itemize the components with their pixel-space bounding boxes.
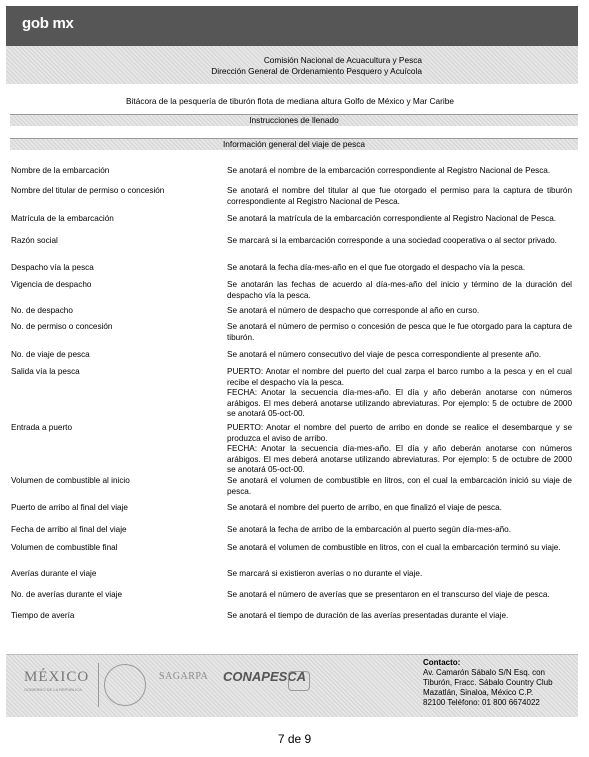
contact-line: Av. Camarón Sábalo S/N Esq. con <box>423 668 545 677</box>
row-label: Fecha de arribo al final del viaje <box>11 525 127 534</box>
row-label: Nombre del titular de permiso o concesión <box>11 186 165 195</box>
row-label: Puerto de arribo al final del viaje <box>11 503 128 512</box>
row-description: Se anotará la matrícula de la embarcación correspondiente al Registro Nacional de Pesca. <box>227 214 557 223</box>
row-label: Vigencia de despacho <box>11 280 92 289</box>
section-instrucciones: Instrucciones de llenado <box>10 114 578 126</box>
row-description: Se anotará el volumen de combustible en litros, con el cual la embarcación inició su viaje de pesca. <box>227 476 572 496</box>
row-description: Se anotará el número de despacho que corresponde al año en curso. <box>227 306 480 315</box>
page-number: 7 de 9 <box>277 732 312 746</box>
row-label: Entrada a puerto <box>11 423 72 432</box>
row-description: PUERTO: Anotar el nombre del puerto del cual zarpa el barco rumbo a la pesca y en el cual recibe el despacho vía la pesca. FECHA: Anotar la secuencia día-mes-año. El día y año deberán anotarse con números arábigos. El mes deberá anotarse utilizando abreviaturas. Por ejemplo: 5 de octubre de 2000 se anotará 05-oct-00. <box>227 367 572 418</box>
row-label: No. de despacho <box>11 306 73 315</box>
row-label: Matrícula de la embarcación <box>11 214 114 223</box>
top-bar <box>6 6 578 46</box>
contact-line: Mazatlán, Sinaloa, México C.P. <box>423 688 534 697</box>
row-description: Se anotarán las fechas de acuerdo al día-mes-año del inicio y término de la duración del despacho vía la pesca. <box>227 280 572 300</box>
conapesca-logo: CONAPESCA <box>223 669 307 684</box>
footer <box>6 654 578 717</box>
section-info-general: Información general del viaje de pesca <box>10 138 578 150</box>
row-description: Se anotará la fecha de arribo de la embarcación al puerto según día-mes-año. <box>227 525 512 534</box>
sagarpa-logo: SAGARPA <box>159 671 209 682</box>
institution-header <box>6 46 578 84</box>
row-label: No. de viaje de pesca <box>11 350 90 359</box>
institution-department: Dirección General de Ordenamiento Pesquero y Acuícola <box>211 66 422 76</box>
row-label: No. de averías durante el viaje <box>11 590 123 599</box>
row-label: Volumen de combustible al inicio <box>11 476 130 485</box>
row-label: Salida vía la pesca <box>11 367 80 376</box>
row-label: Despacho vía la pesca <box>11 263 94 272</box>
row-label: Volumen de combustible final <box>11 543 118 552</box>
row-description: Se anotará el tiempo de duración de las averías presentadas durante el viaje. <box>227 611 509 620</box>
row-description: Se anotará el nombre del titular al que fue otorgado el permiso para la captura de tiburón correspondiente al Registro Nacional de Pesca. <box>227 186 572 206</box>
row-description: Se marcará si la embarcación corresponde a una sociedad cooperativa o al sector privado. <box>227 236 557 245</box>
mexico-logo: MÉXICO <box>24 669 90 685</box>
contact-line: Tiburón, Fracc. Sábalo Country Club <box>423 678 553 687</box>
row-description: Se anotará el nombre de la embarcación correspondiente al Registro Nacional de Pesca. <box>227 166 551 175</box>
row-description: Se anotará la fecha día-mes-año en el que fue otorgado el despacho vía la pesca. <box>227 263 526 272</box>
row-description: Se anotará el número consecutivo del viaje de pesca correspondiente al presente año. <box>227 350 542 359</box>
contact-block <box>423 658 583 708</box>
national-seal-icon <box>104 664 146 706</box>
row-description: Se anotará el número de averías que se presentaron en el transcurso del viaje de pesca. <box>227 590 550 599</box>
row-label: Razón social <box>11 236 58 245</box>
row-description: Se anotará el número de permiso o concesión de pesca que le fue otorgado para la captura de tiburón. <box>227 322 572 342</box>
mexico-logo-subtitle: GOBIERNO DE LA REPÚBLICA <box>24 687 82 692</box>
row-label: Tiempo de avería <box>11 611 75 620</box>
row-label: No. de permiso o concesión <box>11 322 113 331</box>
contact-title: Contacto: <box>423 658 461 667</box>
row-description: PUERTO: Anotar el nombre del puerto de arribo en donde se realice el desembarque y se produzca el aviso de arribo. FECHA: Anotar la secuencia día-mes-año. El día y año deberán anotarse con números arábigos. El mes deberá anotarse utilizando abreviaturas. Por ejemplo: 5 de octubre de 2000 se anotará 05-oct-00. <box>227 423 572 474</box>
divider <box>98 663 99 707</box>
contact-line: 82100 Teléfono: 01 800 6674022 <box>423 698 540 707</box>
bitacora-title: Bitácora de la pesquería de tiburón flota de mediana altura Golfo de México y Mar Caribe <box>126 96 454 106</box>
row-description: Se anotará el volumen de combustible en litros, con el cual la embarcación terminó su viaje. <box>227 543 561 552</box>
gobmx-logo: gob mx <box>22 15 74 32</box>
row-label: Averías durante el viaje <box>11 569 97 578</box>
row-label: Nombre de la embarcación <box>11 166 110 175</box>
institution-name: Comisión Nacional de Acuacultura y Pesca <box>263 55 422 65</box>
row-description: Se marcará si existieron averías o no durante el viaje. <box>227 569 423 578</box>
row-description: Se anotará el nombre del puerto de arribo, en que finalizó el viaje de pesca. <box>227 503 502 512</box>
boat-icon <box>288 671 310 691</box>
